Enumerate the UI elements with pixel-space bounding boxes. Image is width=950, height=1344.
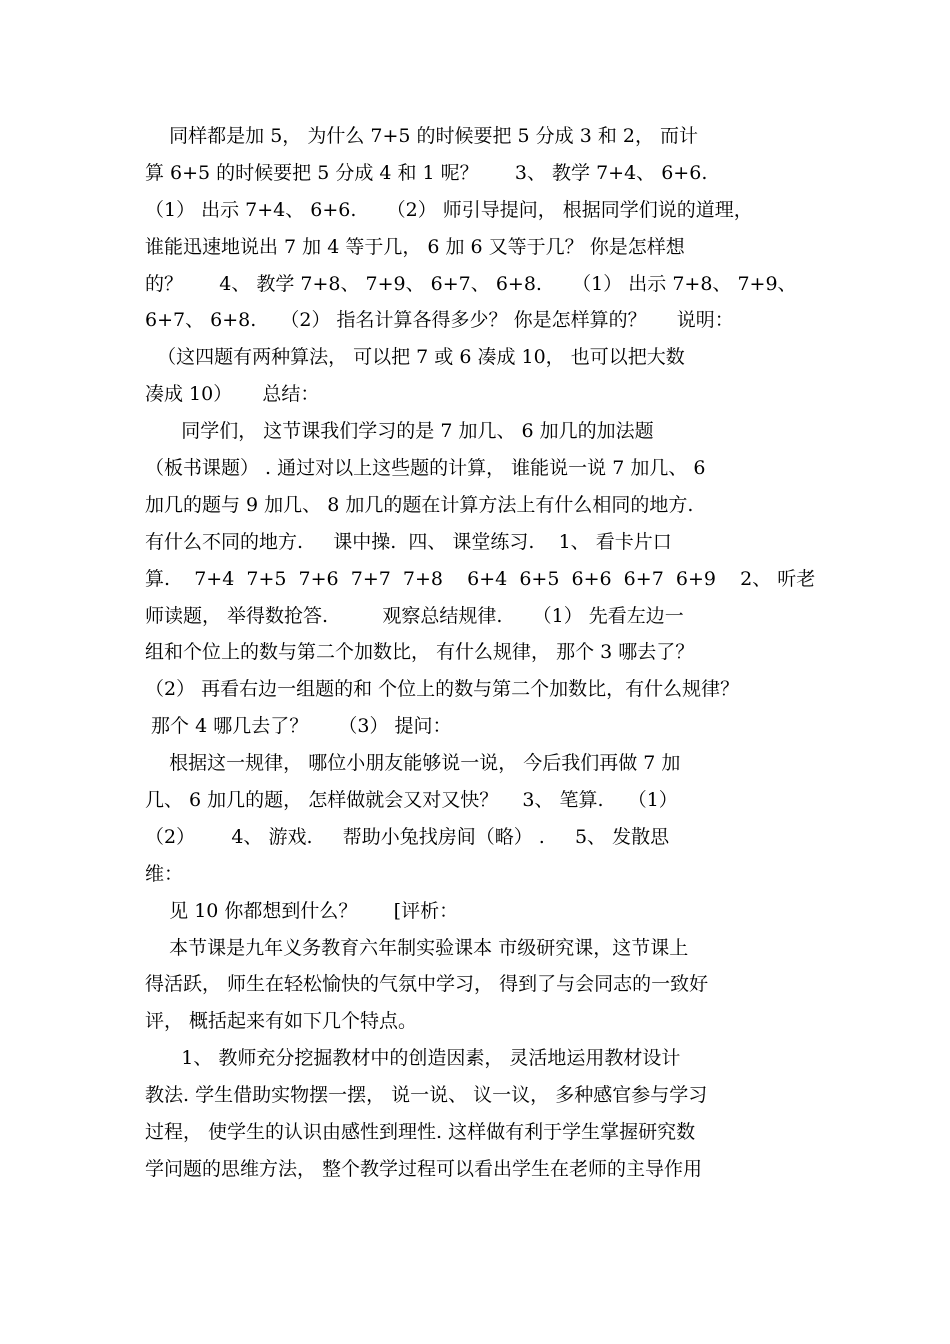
text-line: 过程， 使学生的认识由感性到理性. 这样做有利于学生掌握研究数 — [145, 1121, 696, 1144]
text-line: （2） 4、 游戏. 帮助小兔找房间（略） . 5、 发散思 — [145, 825, 670, 848]
text-line: 的？ 4、 教学 7+8、 7+9、 6+7、 6+8. （1） 出示 7+8、 7+9、 — [145, 272, 797, 295]
text-line: 凑成 10） 总结： — [145, 383, 320, 406]
text-line: 维： — [145, 862, 184, 885]
text-line: （2） 再看右边一组题的和 个位上的数与第二个加数比，有什么规律？ — [145, 678, 740, 701]
text-line: 得活跃， 师生在轻松愉快的气氛中学习， 得到了与会同志的一致好 — [145, 973, 709, 996]
body-text — [145, 118, 815, 1188]
text-line: 1、 教师充分挖掘教材中的创造因素， 灵活地运用教材设计 — [145, 1047, 681, 1070]
text-line: 师读题， 举得数抢答. 观察总结规律. （1） 先看左边一 — [145, 604, 684, 627]
text-line: 根据这一规律， 哪位小朋友能够说一说， 今后我们再做 7 加 — [145, 752, 681, 775]
text-line: 算 6+5 的时候要把 5 分成 4 和 1 呢？ 3、 教学 7+4、 6+6. — [145, 161, 708, 184]
text-line: 本节课是九年义务教育六年制实验课本 市级研究课，这节课上 — [145, 936, 689, 959]
text-line: 几、 6 加几的题， 怎样做就会又对又快？ 3、 笔算. （1） — [145, 789, 678, 812]
text-line: （这四题有两种算法， 可以把 7 或 6 凑成 10， 也可以把大数 — [145, 346, 685, 369]
text-line: 有什么不同的地方. 课中操. 四、 课堂练习. 1、 看卡片口 — [145, 530, 672, 553]
text-line: 6+7、 6+8. （2） 指名计算各得多少？ 你是怎样算的？ 说明： — [145, 309, 734, 332]
text-line: 算. 7+4 7+5 7+6 7+7 7+8 6+4 6+5 6+6 6+7 6+9 2、 听老 — [145, 567, 816, 590]
text-line: 同样都是加 5， 为什么 7+5 的时候要把 5 分成 3 和 2， 而计 — [145, 125, 699, 147]
text-line: 那个 4 哪几去了？ （3） 提问： — [145, 715, 452, 738]
text-line: 加几的题与 9 加几、 8 加几的题在计算方法上有什么相同的地方. — [145, 493, 694, 516]
text-line: 评， 概括起来有如下几个特点。 — [145, 1010, 418, 1033]
text-line: 组和个位上的数与第二个加数比， 有什么规律， 那个 3 哪去了？ — [145, 641, 695, 664]
text-line: （1） 出示 7+4、 6+6. （2） 师引导提问， 根据同学们说的道理， — [145, 198, 753, 221]
text-line: 见 10 你都想到什么？ [评析： — [145, 899, 459, 922]
text-line: 教法. 学生借助实物摆一摆， 说一说、 议一议， 多种感官参与学习 — [145, 1084, 708, 1107]
text-line: 谁能迅速地说出 7 加 4 等于几， 6 加 6 又等于几？ 你是怎样想 — [145, 235, 685, 258]
text-line: 同学们， 这节课我们学习的是 7 加几、 6 加几的加法题 — [145, 420, 654, 443]
text-line: 学问题的思维方法， 整个教学过程可以看出学生在老师的主导作用 — [145, 1157, 703, 1180]
text-line: （板书课题） . 通过对以上这些题的计算， 谁能说一说 7 加几、 6 — [145, 457, 706, 480]
